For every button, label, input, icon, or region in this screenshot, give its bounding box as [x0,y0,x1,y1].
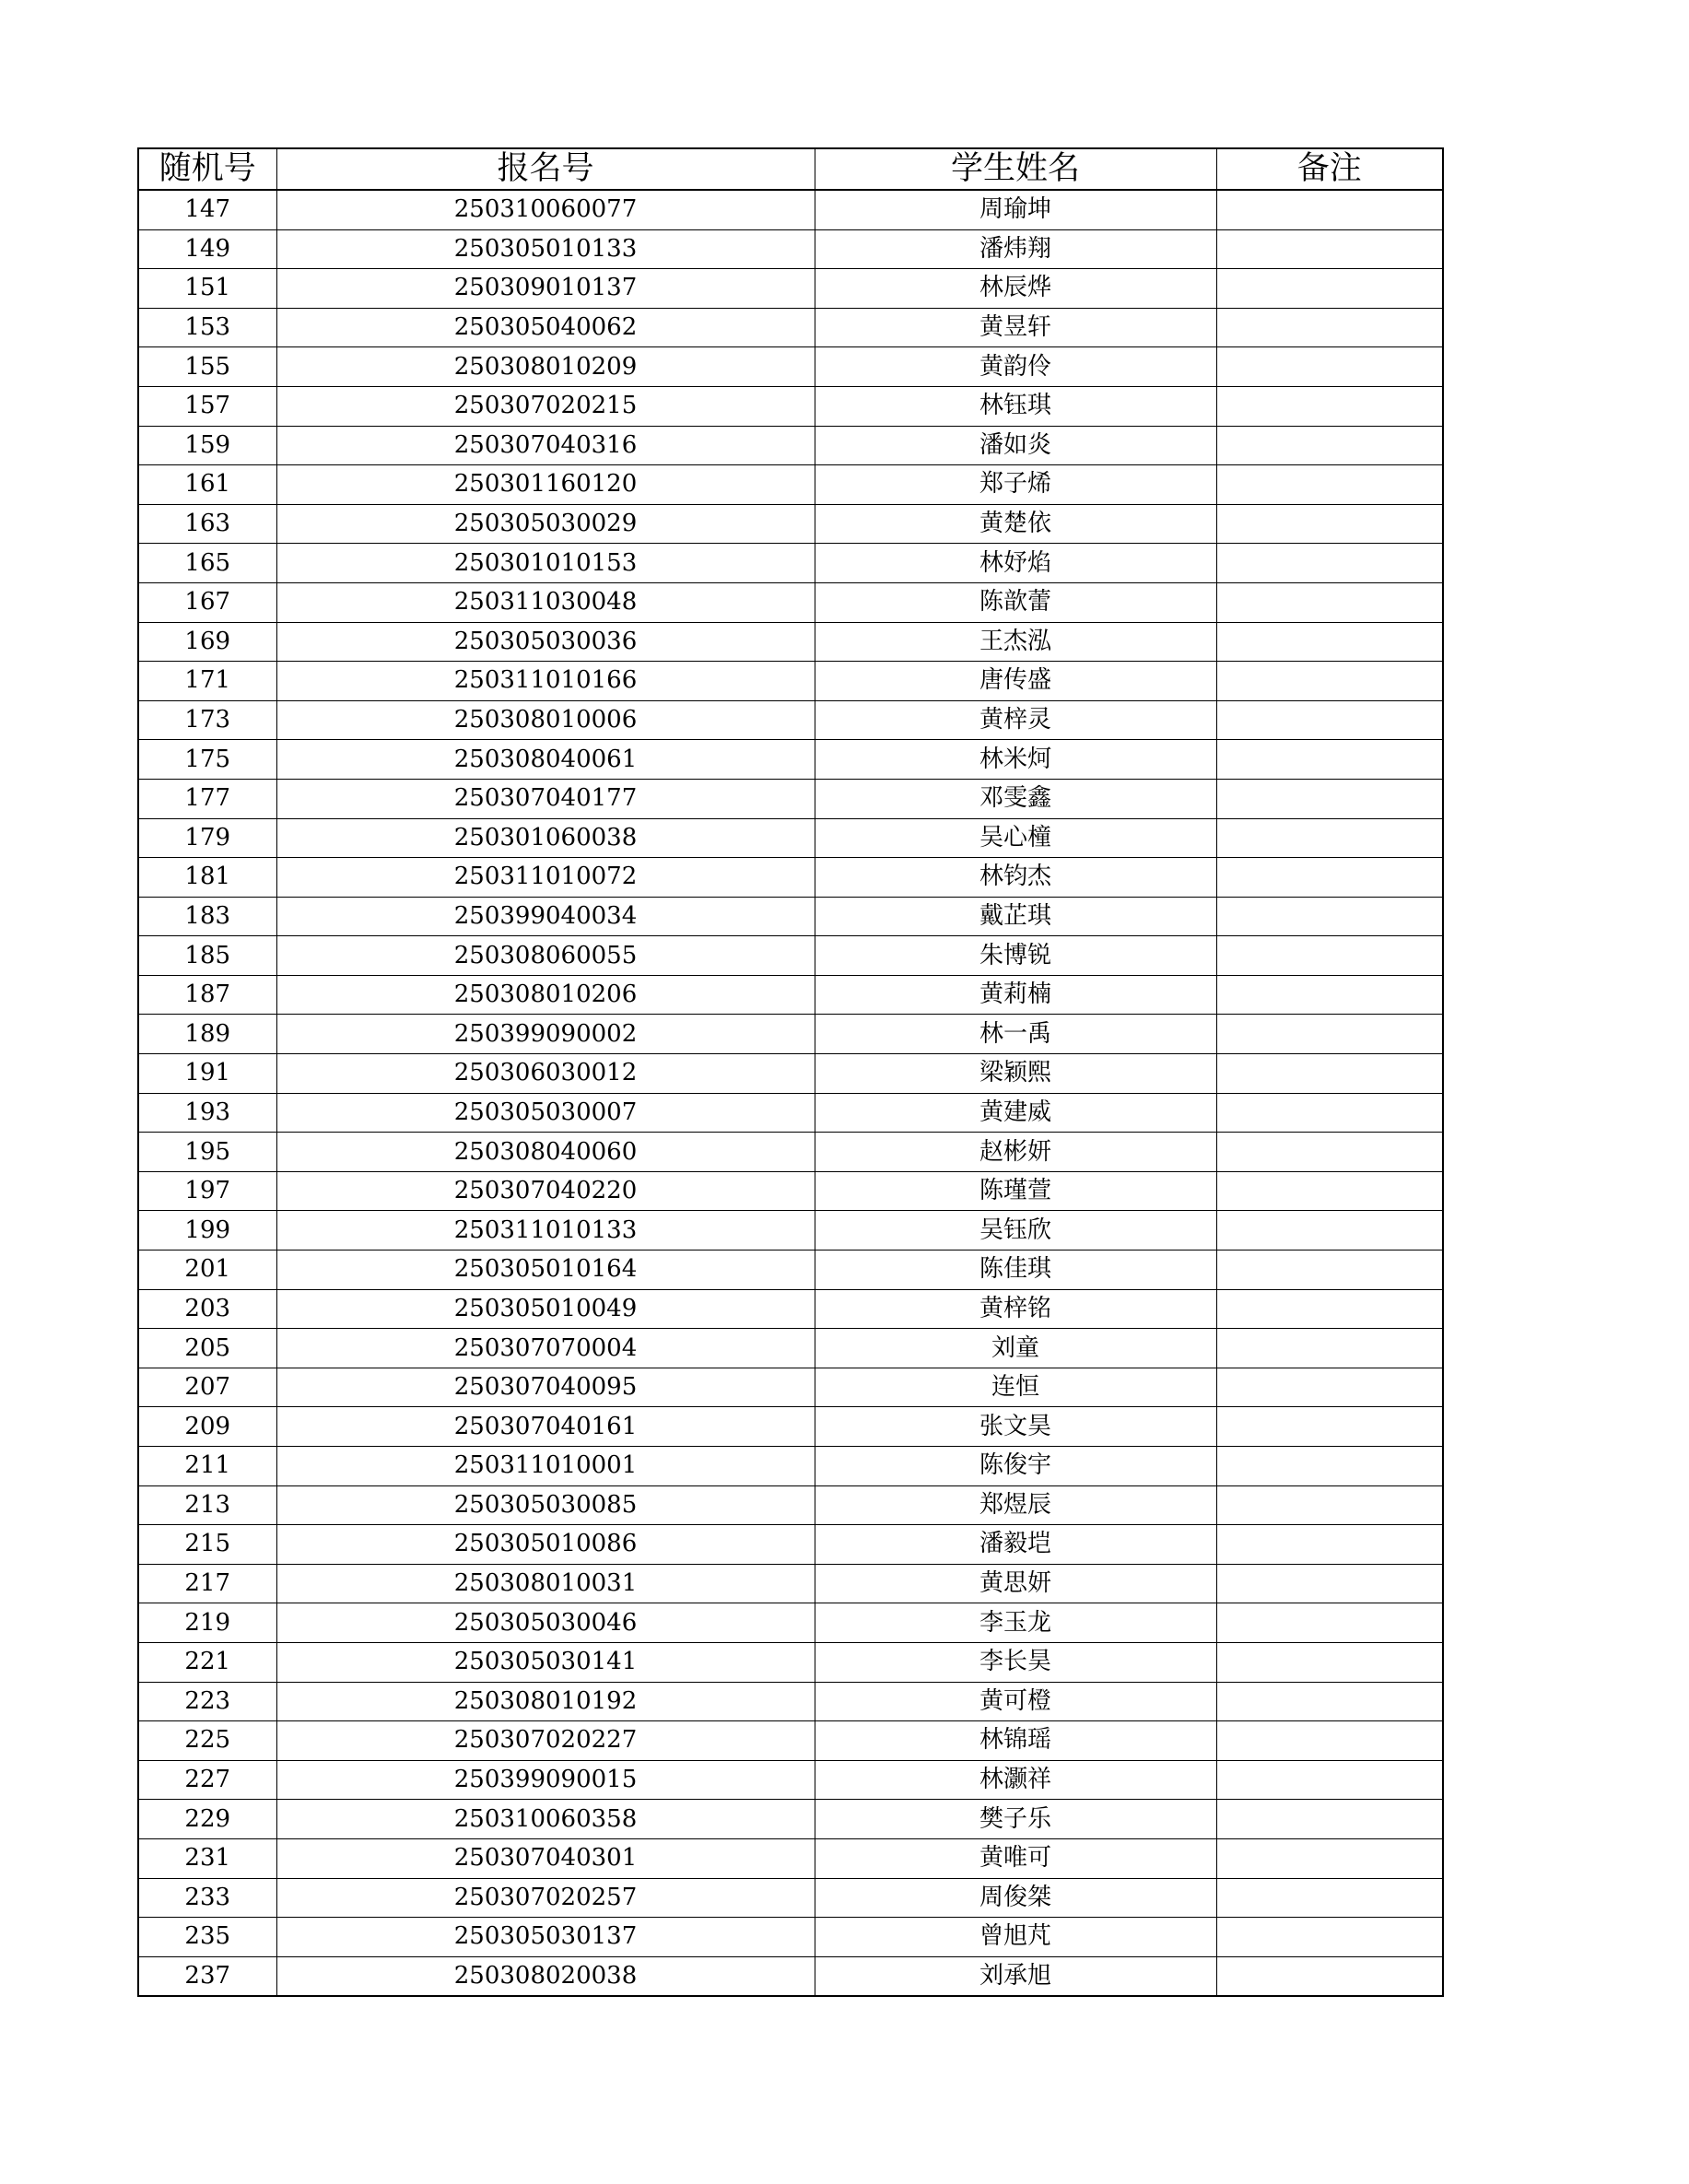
cell-student-name: 黄莉楠 [815,975,1216,1015]
student-list-table [137,147,1444,1997]
cell-remarks [1216,465,1443,505]
cell-random-number: 231 [138,1838,276,1878]
table-row [138,1682,1443,1721]
cell-student-name: 李长昊 [815,1642,1216,1682]
cell-student-name: 朱博锐 [815,936,1216,976]
cell-student-name: 周俊桀 [815,1878,1216,1918]
table-row [138,1800,1443,1839]
cell-random-number: 165 [138,544,276,583]
cell-random-number: 179 [138,818,276,858]
cell-student-name: 陈歆蕾 [815,582,1216,622]
cell-student-name: 郑煜辰 [815,1485,1216,1525]
cell-remarks [1216,426,1443,465]
cell-registration-number: 250307040220 [276,1171,815,1211]
cell-random-number: 227 [138,1760,276,1800]
cell-remarks [1216,1289,1443,1329]
cell-remarks [1216,975,1443,1015]
table-row [138,740,1443,780]
cell-student-name: 刘童 [815,1329,1216,1368]
table-row [138,582,1443,622]
cell-registration-number: 250308010006 [276,700,815,740]
cell-registration-number: 250305010049 [276,1289,815,1329]
header-remarks: 备注 [1216,148,1443,190]
cell-remarks [1216,1447,1443,1486]
table-row [138,347,1443,387]
cell-random-number: 209 [138,1407,276,1447]
cell-registration-number: 250308020038 [276,1956,815,1996]
table-row [138,426,1443,465]
cell-remarks [1216,1368,1443,1407]
cell-student-name: 潘如炎 [815,426,1216,465]
cell-remarks [1216,1721,1443,1761]
cell-remarks [1216,308,1443,347]
cell-student-name: 林灏祥 [815,1760,1216,1800]
cell-student-name: 黄梓铭 [815,1289,1216,1329]
cell-student-name: 张文昊 [815,1407,1216,1447]
cell-remarks [1216,858,1443,898]
cell-student-name: 林一禹 [815,1015,1216,1054]
cell-random-number: 237 [138,1956,276,1996]
cell-random-number: 191 [138,1054,276,1094]
cell-student-name: 黄思妍 [815,1564,1216,1603]
table-row [138,1251,1443,1290]
table-row [138,1407,1443,1447]
table-body [138,190,1443,1996]
table-row [138,1525,1443,1565]
cell-random-number: 177 [138,779,276,818]
cell-registration-number: 250307040316 [276,426,815,465]
cell-registration-number: 250399040034 [276,897,815,936]
cell-random-number: 147 [138,190,276,229]
cell-remarks [1216,1015,1443,1054]
cell-registration-number: 250307040177 [276,779,815,818]
table-row [138,1329,1443,1368]
cell-student-name: 邓雯鑫 [815,779,1216,818]
cell-remarks [1216,1407,1443,1447]
table-row [138,269,1443,309]
cell-student-name: 李玉龙 [815,1603,1216,1643]
cell-student-name: 刘承旭 [815,1956,1216,1996]
cell-registration-number: 250305010133 [276,229,815,269]
cell-random-number: 181 [138,858,276,898]
cell-remarks [1216,1642,1443,1682]
cell-random-number: 217 [138,1564,276,1603]
table-row [138,622,1443,662]
cell-registration-number: 250307020257 [276,1878,815,1918]
table-row [138,1093,1443,1133]
table-row [138,858,1443,898]
cell-random-number: 213 [138,1485,276,1525]
cell-random-number: 159 [138,426,276,465]
table-row [138,1838,1443,1878]
header-student-name: 学生姓名 [815,148,1216,190]
cell-registration-number: 250307020215 [276,386,815,426]
table-row [138,1485,1443,1525]
cell-student-name: 黄梓灵 [815,700,1216,740]
cell-registration-number: 250308040061 [276,740,815,780]
table-row [138,504,1443,544]
cell-remarks [1216,582,1443,622]
table-row [138,1603,1443,1643]
cell-random-number: 157 [138,386,276,426]
cell-registration-number: 250308040060 [276,1133,815,1172]
cell-registration-number: 250311010001 [276,1447,815,1486]
cell-registration-number: 250311030048 [276,582,815,622]
cell-student-name: 陈俊宇 [815,1447,1216,1486]
table-row [138,700,1443,740]
cell-random-number: 229 [138,1800,276,1839]
cell-remarks [1216,1171,1443,1211]
cell-random-number: 173 [138,700,276,740]
cell-remarks [1216,1054,1443,1094]
cell-registration-number: 250307070004 [276,1329,815,1368]
cell-remarks [1216,229,1443,269]
cell-random-number: 155 [138,347,276,387]
table-header-row [138,148,1443,190]
table-row [138,190,1443,229]
cell-student-name: 梁颖熙 [815,1054,1216,1094]
cell-remarks [1216,1093,1443,1133]
cell-random-number: 183 [138,897,276,936]
cell-registration-number: 250301160120 [276,465,815,505]
cell-student-name: 陈佳琪 [815,1251,1216,1290]
table-row [138,544,1443,583]
table-row [138,1015,1443,1054]
cell-remarks [1216,740,1443,780]
cell-registration-number: 250310060077 [276,190,815,229]
table-row [138,818,1443,858]
table-row [138,1564,1443,1603]
cell-random-number: 175 [138,740,276,780]
cell-registration-number: 250311010133 [276,1211,815,1251]
cell-registration-number: 250308010031 [276,1564,815,1603]
cell-student-name: 林米炣 [815,740,1216,780]
cell-random-number: 161 [138,465,276,505]
cell-student-name: 樊子乐 [815,1800,1216,1839]
cell-registration-number: 250307020227 [276,1721,815,1761]
cell-student-name: 陈瑾萱 [815,1171,1216,1211]
cell-student-name: 潘炜翔 [815,229,1216,269]
cell-random-number: 171 [138,662,276,701]
cell-registration-number: 250305040062 [276,308,815,347]
cell-registration-number: 250305010086 [276,1525,815,1565]
cell-random-number: 193 [138,1093,276,1133]
cell-remarks [1216,1956,1443,1996]
cell-remarks [1216,622,1443,662]
table-row [138,662,1443,701]
cell-student-name: 王杰泓 [815,622,1216,662]
table-row [138,229,1443,269]
table-row [138,897,1443,936]
table-row [138,1918,1443,1957]
table-row [138,1956,1443,1996]
cell-student-name: 林钰琪 [815,386,1216,426]
table-row [138,308,1443,347]
cell-student-name: 赵彬妍 [815,1133,1216,1172]
cell-random-number: 187 [138,975,276,1015]
cell-remarks [1216,662,1443,701]
cell-random-number: 221 [138,1642,276,1682]
cell-student-name: 唐传盛 [815,662,1216,701]
table-row [138,1447,1443,1486]
table-row [138,1211,1443,1251]
cell-remarks [1216,897,1443,936]
cell-random-number: 215 [138,1525,276,1565]
cell-remarks [1216,1211,1443,1251]
cell-student-name: 黄可橙 [815,1682,1216,1721]
cell-random-number: 167 [138,582,276,622]
cell-registration-number: 250305010164 [276,1251,815,1290]
cell-registration-number: 250308010206 [276,975,815,1015]
cell-remarks [1216,1603,1443,1643]
cell-student-name: 郑子烯 [815,465,1216,505]
cell-remarks [1216,1329,1443,1368]
cell-registration-number: 250305030141 [276,1642,815,1682]
cell-registration-number: 250307040095 [276,1368,815,1407]
cell-random-number: 185 [138,936,276,976]
cell-random-number: 201 [138,1251,276,1290]
cell-remarks [1216,190,1443,229]
cell-remarks [1216,347,1443,387]
cell-student-name: 林妤焰 [815,544,1216,583]
cell-random-number: 199 [138,1211,276,1251]
cell-student-name: 吴钰欣 [815,1211,1216,1251]
cell-remarks [1216,1838,1443,1878]
cell-remarks [1216,1564,1443,1603]
cell-random-number: 195 [138,1133,276,1172]
table-row [138,936,1443,976]
table-row [138,975,1443,1015]
cell-random-number: 151 [138,269,276,309]
cell-student-name: 黄唯可 [815,1838,1216,1878]
table-row [138,1642,1443,1682]
cell-registration-number: 250306030012 [276,1054,815,1094]
cell-remarks [1216,818,1443,858]
cell-student-name: 连恒 [815,1368,1216,1407]
cell-random-number: 163 [138,504,276,544]
cell-registration-number: 250311010072 [276,858,815,898]
cell-remarks [1216,1251,1443,1290]
cell-student-name: 黄楚依 [815,504,1216,544]
cell-student-name: 林钧杰 [815,858,1216,898]
cell-remarks [1216,1878,1443,1918]
header-registration-number: 报名号 [276,148,815,190]
cell-student-name: 吴心橦 [815,818,1216,858]
cell-remarks [1216,779,1443,818]
cell-random-number: 153 [138,308,276,347]
table-row [138,1171,1443,1211]
cell-student-name: 曾旭芃 [815,1918,1216,1957]
cell-random-number: 205 [138,1329,276,1368]
cell-registration-number: 250305030085 [276,1485,815,1525]
cell-remarks [1216,1918,1443,1957]
cell-remarks [1216,504,1443,544]
cell-remarks [1216,1682,1443,1721]
cell-remarks [1216,269,1443,309]
cell-student-name: 黄韵伶 [815,347,1216,387]
cell-registration-number: 250305030046 [276,1603,815,1643]
table-row [138,1368,1443,1407]
cell-registration-number: 250305030007 [276,1093,815,1133]
cell-random-number: 223 [138,1682,276,1721]
cell-registration-number: 250305030036 [276,622,815,662]
cell-student-name: 黄建威 [815,1093,1216,1133]
cell-registration-number: 250308010192 [276,1682,815,1721]
cell-remarks [1216,1133,1443,1172]
cell-student-name: 林锦瑶 [815,1721,1216,1761]
table-row [138,1289,1443,1329]
cell-remarks [1216,386,1443,426]
cell-remarks [1216,1485,1443,1525]
table-row [138,1760,1443,1800]
cell-random-number: 207 [138,1368,276,1407]
cell-student-name: 潘毅垲 [815,1525,1216,1565]
table-row [138,779,1443,818]
cell-student-name: 黄昱轩 [815,308,1216,347]
cell-registration-number: 250307040161 [276,1407,815,1447]
cell-registration-number: 250301060038 [276,818,815,858]
cell-random-number: 235 [138,1918,276,1957]
cell-remarks [1216,1760,1443,1800]
cell-registration-number: 250311010166 [276,662,815,701]
table-row [138,1054,1443,1094]
cell-registration-number: 250308060055 [276,936,815,976]
cell-registration-number: 250309010137 [276,269,815,309]
cell-remarks [1216,544,1443,583]
table-row [138,465,1443,505]
cell-student-name: 戴芷琪 [815,897,1216,936]
table-row [138,1721,1443,1761]
cell-registration-number: 250307040301 [276,1838,815,1878]
cell-random-number: 203 [138,1289,276,1329]
cell-random-number: 211 [138,1447,276,1486]
cell-registration-number: 250310060358 [276,1800,815,1839]
cell-random-number: 149 [138,229,276,269]
cell-registration-number: 250308010209 [276,347,815,387]
cell-registration-number: 250399090015 [276,1760,815,1800]
cell-random-number: 197 [138,1171,276,1211]
cell-random-number: 219 [138,1603,276,1643]
header-random-number: 随机号 [138,148,276,190]
cell-random-number: 225 [138,1721,276,1761]
cell-student-name: 林辰烨 [815,269,1216,309]
cell-remarks [1216,936,1443,976]
cell-random-number: 169 [138,622,276,662]
cell-student-name: 周瑜坤 [815,190,1216,229]
cell-remarks [1216,1525,1443,1565]
table-row [138,1878,1443,1918]
cell-remarks [1216,700,1443,740]
cell-registration-number: 250301010153 [276,544,815,583]
table-row [138,386,1443,426]
cell-registration-number: 250399090002 [276,1015,815,1054]
cell-remarks [1216,1800,1443,1839]
table-row [138,1133,1443,1172]
cell-random-number: 233 [138,1878,276,1918]
cell-random-number: 189 [138,1015,276,1054]
cell-registration-number: 250305030137 [276,1918,815,1957]
cell-registration-number: 250305030029 [276,504,815,544]
